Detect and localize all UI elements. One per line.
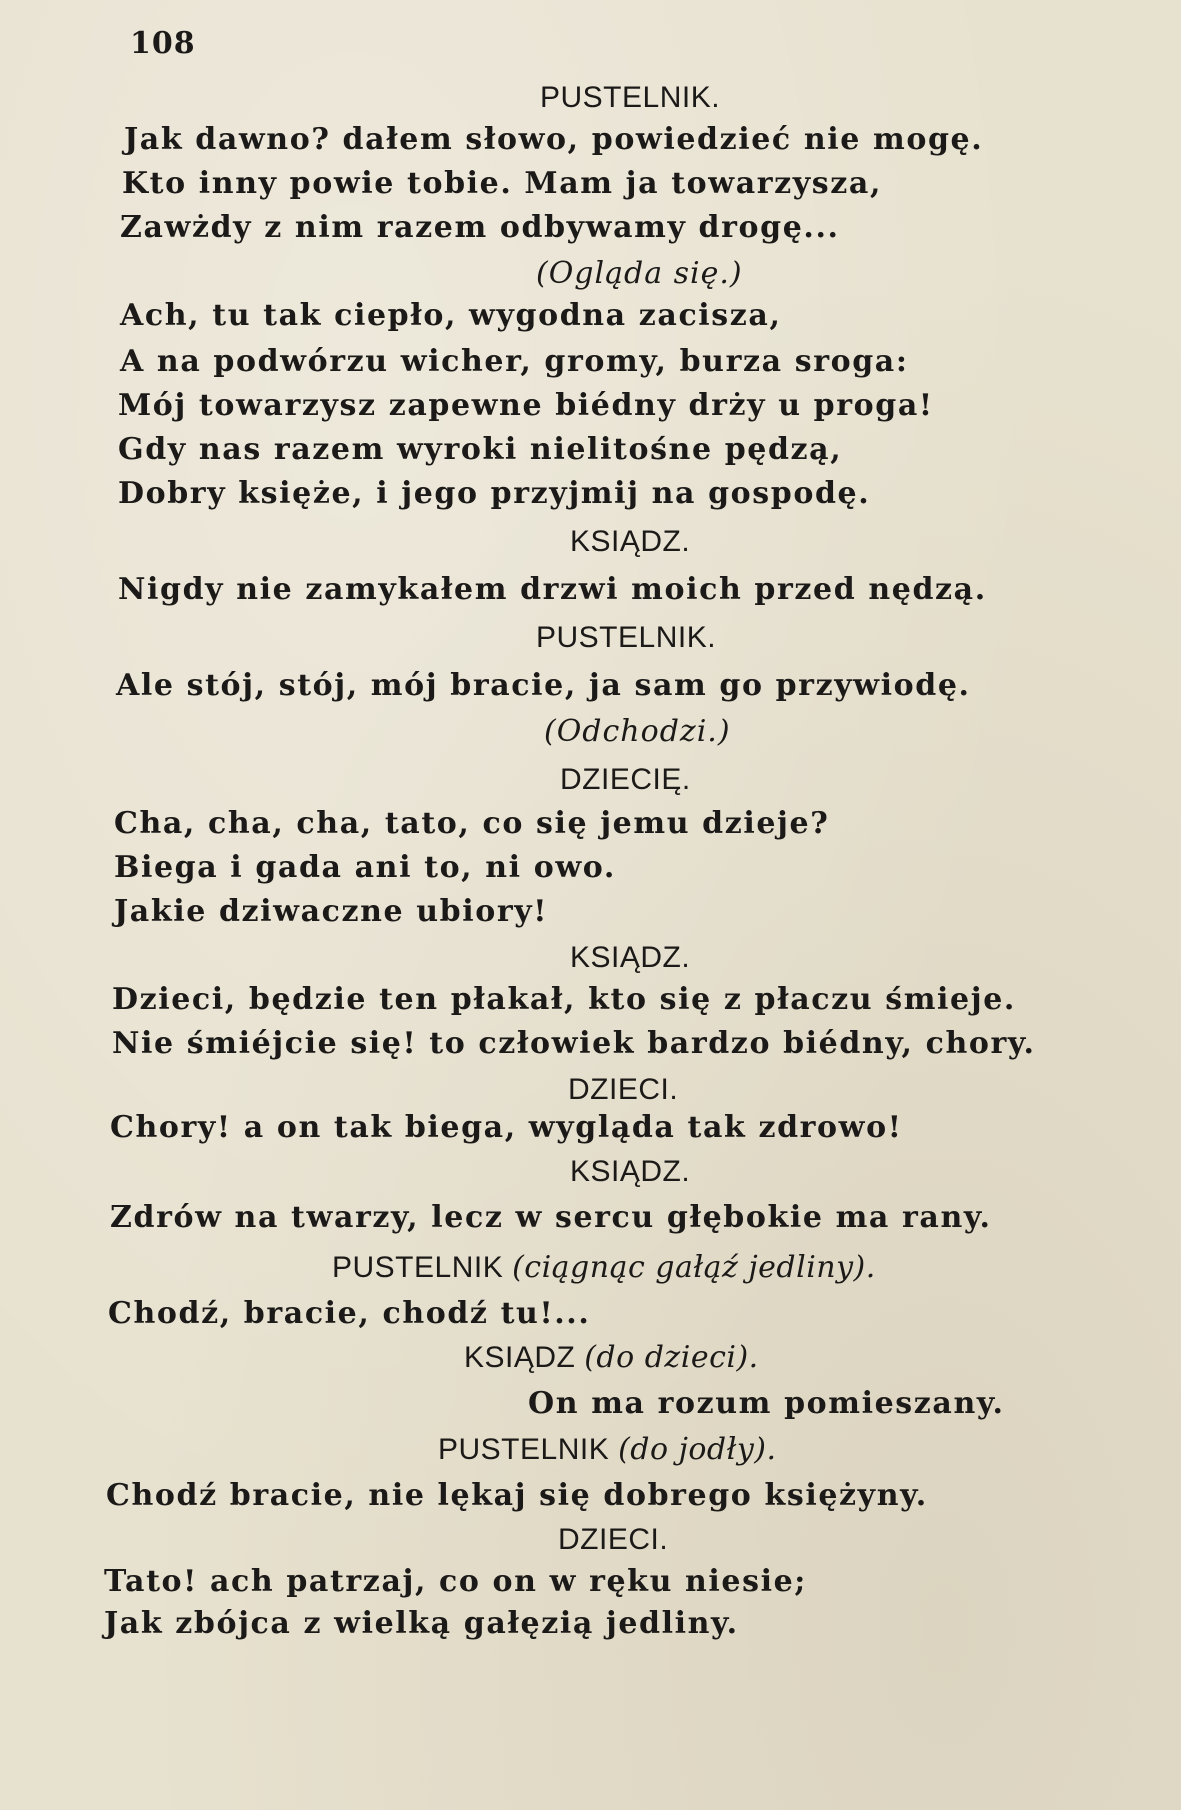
verse-line: Dzieci, będzie ten płakał, kto się z płaczu śmieje. bbox=[112, 982, 1016, 1017]
speaker-name: PUSTELNIK bbox=[332, 1251, 513, 1284]
speaker-heading: DZIECI. bbox=[568, 1073, 679, 1106]
verse-line: Gdy nas razem wyroki nielitośne pędzą, bbox=[118, 432, 843, 467]
stage-direction: (do jodły). bbox=[618, 1432, 777, 1467]
speaker-name: PUSTELNIK bbox=[438, 1433, 619, 1466]
verse-line: Dobry księże, i jego przyjmij na gospodę. bbox=[118, 476, 871, 511]
speaker-heading: DZIECI. bbox=[558, 1523, 669, 1556]
verse-line: Biega i gada ani to, ni owo. bbox=[114, 850, 616, 885]
verse-line: Zawżdy z nim razem odbywamy drogę... bbox=[120, 210, 840, 245]
verse-line: Nigdy nie zamykałem drzwi moich przed nędzą. bbox=[118, 572, 987, 607]
verse-line: Kto inny powie tobie. Mam ja towarzysza, bbox=[122, 166, 883, 201]
verse-line: Mój towarzysz zapewne biédny drży u proga! bbox=[118, 388, 934, 423]
speaker-heading-with-direction bbox=[438, 1430, 777, 1470]
verse-line: Tato! ach patrzaj, co on w ręku niesie; bbox=[104, 1564, 807, 1599]
verse-line: Chodź, bracie, chodź tu!... bbox=[108, 1296, 591, 1331]
verse-line: Cha, cha, cha, tato, co się jemu dzieje? bbox=[114, 806, 830, 841]
speaker-heading: KSIĄDZ. bbox=[570, 1155, 691, 1188]
verse-line: Zdrów na twarzy, lecz w sercu głębokie ma rany. bbox=[110, 1200, 992, 1235]
stage-direction: (Ogląda się.) bbox=[536, 256, 743, 291]
speaker-heading: DZIECIĘ. bbox=[560, 763, 691, 796]
speaker-heading: KSIĄDZ. bbox=[570, 525, 691, 558]
stage-direction: (Odchodzi.) bbox=[544, 714, 731, 749]
stage-direction: (do dzieci). bbox=[584, 1340, 759, 1375]
speaker-heading: KSIĄDZ. bbox=[570, 941, 691, 974]
speaker-heading-with-direction bbox=[464, 1338, 759, 1378]
stage-direction: (ciągnąc gałąź jedliny). bbox=[512, 1250, 876, 1285]
speaker-heading: PUSTELNIK. bbox=[540, 81, 721, 114]
verse-line: Jakie dziwaczne ubiory! bbox=[114, 894, 549, 929]
speaker-name: KSIĄDZ bbox=[464, 1341, 585, 1374]
verse-line: Chory! a on tak biega, wygląda tak zdrowo! bbox=[110, 1110, 903, 1145]
verse-line: Nie śmiéjcie się! to człowiek bardzo biédny, chory. bbox=[112, 1026, 1036, 1061]
verse-line: On ma rozum pomieszany. bbox=[528, 1386, 1005, 1421]
verse-line: Jak dawno? dałem słowo, powiedzieć nie mogę. bbox=[124, 122, 984, 157]
speaker-heading-with-direction bbox=[332, 1248, 876, 1288]
verse-line: A na podwórzu wicher, gromy, burza sroga: bbox=[120, 344, 909, 379]
speaker-heading: PUSTELNIK. bbox=[536, 621, 717, 654]
verse-line: Chodź bracie, nie lękaj się dobrego księżyny. bbox=[106, 1478, 928, 1513]
page-number: 108 bbox=[130, 26, 196, 61]
verse-line: Ale stój, stój, mój bracie, ja sam go przywiodę. bbox=[116, 668, 971, 703]
verse-line: Jak zbójca z wielką gałęzią jedliny. bbox=[104, 1606, 739, 1641]
verse-line: Ach, tu tak ciepło, wygodna zacisza, bbox=[120, 298, 782, 333]
